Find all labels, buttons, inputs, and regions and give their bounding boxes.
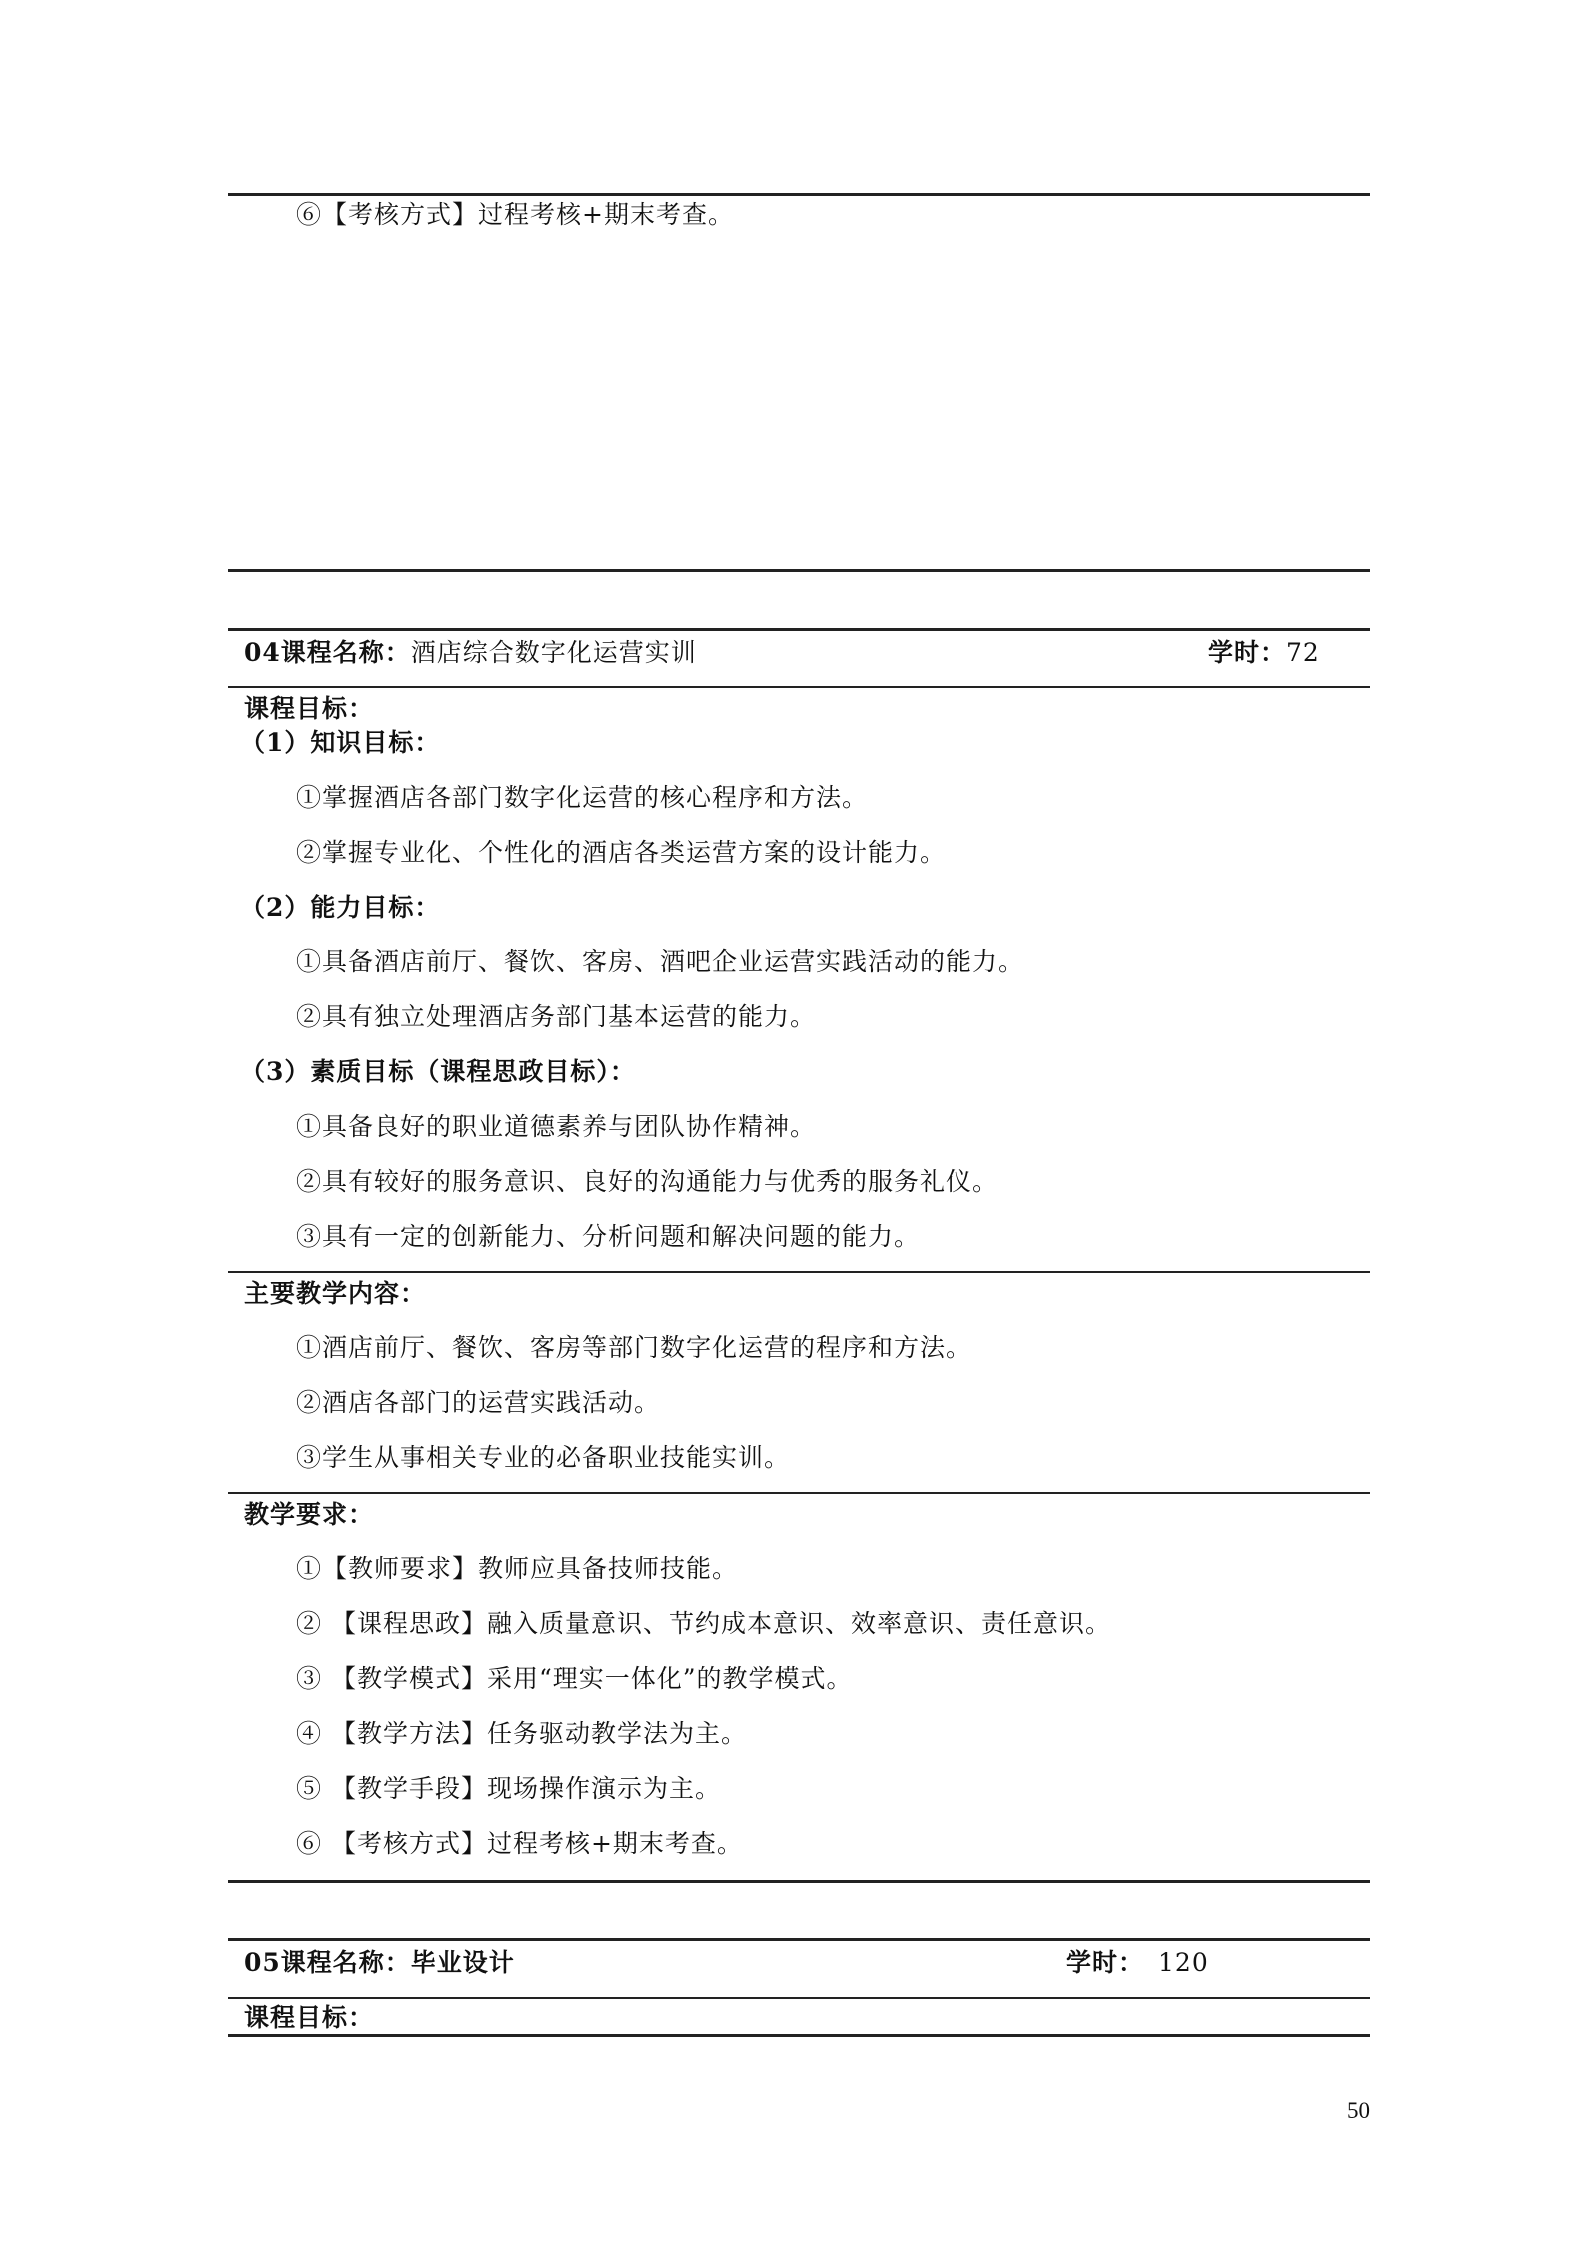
table-border-bottom — [228, 2034, 1370, 2037]
knowledge-label: （1）知识目标： — [240, 728, 441, 757]
course-name-value: 毕业设计 — [410, 1948, 515, 1977]
content-label: 主要教学内容： — [244, 1279, 427, 1308]
row-divider — [228, 1997, 1370, 1999]
list-item: ③ 【教学模式】采用“理实一体化”的教学模式。 — [296, 1664, 853, 1693]
hours-label: 学时： — [1208, 638, 1287, 667]
course-name-label: 05课程名称： — [244, 1948, 411, 1977]
list-item: ①掌握酒店各部门数字化运营的核心程序和方法。 — [296, 783, 869, 812]
list-item: ② 【课程思政】融入质量意识、节约成本意识、效率意识、责任意识。 — [296, 1609, 1111, 1638]
course-hours — [1066, 1946, 1209, 1980]
list-item: ①具备酒店前厅、餐饮、客房、酒吧企业运营实践活动的能力。 — [296, 947, 1025, 976]
course-hours — [1208, 636, 1320, 670]
course-name-label: 04课程名称： — [244, 638, 411, 667]
table-border-top — [228, 193, 1370, 196]
list-item: ①【教师要求】教师应具备技师技能。 — [296, 1554, 739, 1583]
list-item: ⑤ 【教学手段】现场操作演示为主。 — [296, 1774, 721, 1803]
hours-label: 学时： — [1066, 1948, 1145, 1977]
course-name-row — [244, 636, 697, 670]
list-item: ②具有较好的服务意识、良好的沟通能力与优秀的服务礼仪。 — [296, 1167, 999, 1196]
row-divider — [228, 686, 1370, 688]
course-name-row — [244, 1946, 515, 1980]
list-item: ②具有独立处理酒店务部门基本运营的能力。 — [296, 1002, 817, 1031]
list-item: ①具备良好的职业道德素养与团队协作精神。 — [296, 1112, 817, 1141]
objectives-label: 课程目标： — [244, 2003, 375, 2032]
table-border-bottom — [228, 1880, 1370, 1883]
hours-value: 72 — [1286, 638, 1320, 667]
quality-label: （3）素质目标（课程思政目标）： — [240, 1057, 636, 1086]
table-border-top — [228, 628, 1370, 631]
objectives-label: 课程目标： — [244, 694, 375, 723]
table-border-bottom — [228, 569, 1370, 572]
list-item: ①酒店前厅、餐饮、客房等部门数字化运营的程序和方法。 — [296, 1333, 973, 1362]
list-item: ②掌握专业化、个性化的酒店各类运营方案的设计能力。 — [296, 838, 947, 867]
hours-value: 120 — [1158, 1948, 1209, 1977]
course-name-value: 酒店综合数字化运营实训 — [410, 638, 697, 667]
list-item: ②酒店各部门的运营实践活动。 — [296, 1388, 661, 1417]
list-item: ⑥ 【考核方式】过程考核+期末考查。 — [296, 1829, 743, 1858]
list-item: ③具有一定的创新能力、分析问题和解决问题的能力。 — [296, 1222, 921, 1251]
assessment-item: ⑥【考核方式】过程考核+期末考查。 — [296, 200, 734, 229]
page-number: 50 — [1347, 2098, 1370, 2123]
row-divider — [228, 1271, 1370, 1273]
list-item: ③学生从事相关专业的必备职业技能实训。 — [296, 1443, 791, 1472]
list-item: ④ 【教学方法】任务驱动教学法为主。 — [296, 1719, 747, 1748]
ability-label: （2）能力目标： — [240, 893, 441, 922]
requirements-label: 教学要求： — [244, 1500, 375, 1529]
table-border-top — [228, 1938, 1370, 1941]
row-divider — [228, 1492, 1370, 1494]
